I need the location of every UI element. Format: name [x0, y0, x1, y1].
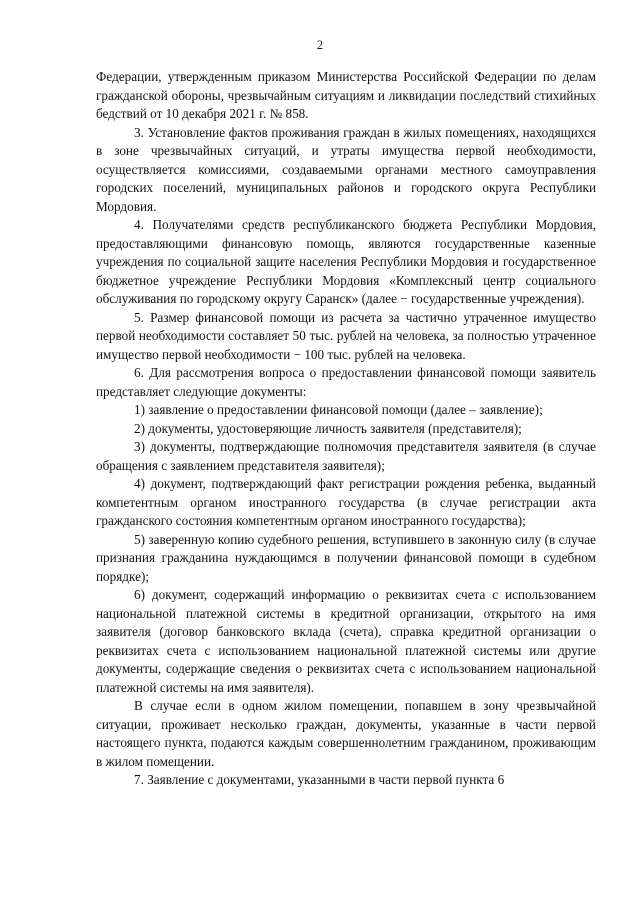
page-number: 2	[316, 38, 324, 52]
list-item: 2) документы, удостоверяющие личность заявителя (представителя);	[134, 420, 522, 436]
paragraph: 7. Заявление с документами, указанными в части первой пункта 6	[134, 772, 505, 787]
paragraph: 6. Для рассмотрения вопроса о предоставлении финансовой помощи заявитель представляет следующие документы:	[96, 365, 596, 399]
paragraph: 5. Размер финансовой помощи из расчета за частично утраченное имущество первой необходимости составляет 50 тыс. рублей на человека, за полностью утраченное имущество первой необходимости − 100 тыс. рублей на человека.	[96, 309, 596, 362]
paragraph: 4. Получателями средств республиканского бюджета Республики Мордовия, предоставляющими финансовую помощь, являются государственные казенные учреждения по социальной защите населения Республики Мордовия и государственное бюджетное учреждение Республики Мордовия «Комплексный центр социального обслуживания по городскому округу Саранск» (далее − государственные учреждения).	[96, 217, 596, 306]
document-body	[96, 68, 596, 790]
list-item: В случае если в одном жилом помещении, попавшем в зону чрезвычайной ситуации, проживает несколько граждан, документы, указанные в части первой настоящего пункта, подаются каждым совершеннолетним гражданином, проживающим в жилом помещении.	[96, 698, 596, 769]
paragraph: Федерации, утвержденным приказом Министерства Российской Федерации по делам гражданской обороны, чрезвычайным ситуациям и ликвидации последствий стихийных бедствий от 10 декабря 2021 г. № 858.	[96, 69, 596, 121]
list-item: 4) документ, подтверждающий факт регистрации рождения ребенка, выданный компетентным органом иностранного государства (в случае регистрации акта гражданского состояния компетентным органом иностранного государства);	[96, 476, 596, 528]
paragraph: 3. Установление фактов проживания граждан в жилых помещениях, находящихся в зоне чрезвычайных ситуаций, и утраты имущества первой необходимости, осуществляется комиссиями, создаваемыми органами местного самоуправления городских поселений, муниципальных районов и городского округа Республики Мордовия.	[96, 124, 596, 214]
list-item: 3) документы, подтверждающие полномочия представителя заявителя (в случае обращения с заявлением представителя заявителя);	[96, 439, 596, 473]
list-item: 5) заверенную копию судебного решения, вступившего в законную силу (в случае признания гражданина нуждающимся в получении финансовой помощи в судебном порядке);	[96, 531, 596, 584]
list-item: 1) заявление о предоставлении финансовой помощи (далее – заявление);	[134, 402, 543, 417]
list-item: 6) документ, содержащий информацию о реквизитах счета с использованием национальной платежной системы в кредитной организации, открытого на имя заявителя (договор банковского вклада (счета), справка кредитной организации о реквизитах счета с использованием национальной платежной системы или другие документы, содержащие сведения о реквизитах счета с использованием национальной платежной системы на имя заявителя).	[96, 587, 596, 695]
